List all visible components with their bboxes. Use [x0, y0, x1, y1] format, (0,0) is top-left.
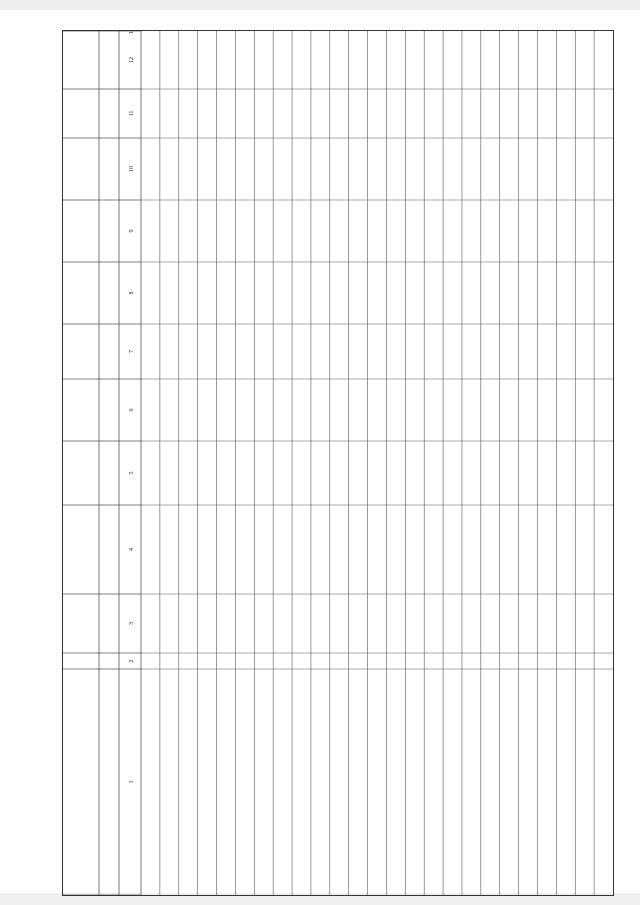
section-title	[28, 760, 42, 890]
column-number-label: 9	[129, 229, 135, 233]
column-number-label: 10	[129, 166, 135, 172]
column-number-label: 6	[129, 408, 135, 412]
column-number-label: 13	[129, 31, 135, 34]
table-grid	[63, 31, 613, 895]
scan-edge-top	[0, 0, 640, 10]
column-number-label: 5	[129, 471, 135, 475]
side-margin-label	[18, 415, 28, 485]
column-number-label: 3	[129, 622, 135, 625]
column-number-label: 4	[129, 548, 135, 551]
form-number-label	[618, 20, 630, 90]
column-number-label: 8	[129, 291, 135, 295]
column-number-label: 2	[129, 659, 135, 663]
column-number-label: 11	[129, 110, 135, 117]
column-number-label: 7	[129, 350, 135, 353]
data-table	[62, 30, 614, 896]
column-number-label: 12	[129, 57, 135, 63]
column-number-label: 1	[129, 780, 135, 784]
